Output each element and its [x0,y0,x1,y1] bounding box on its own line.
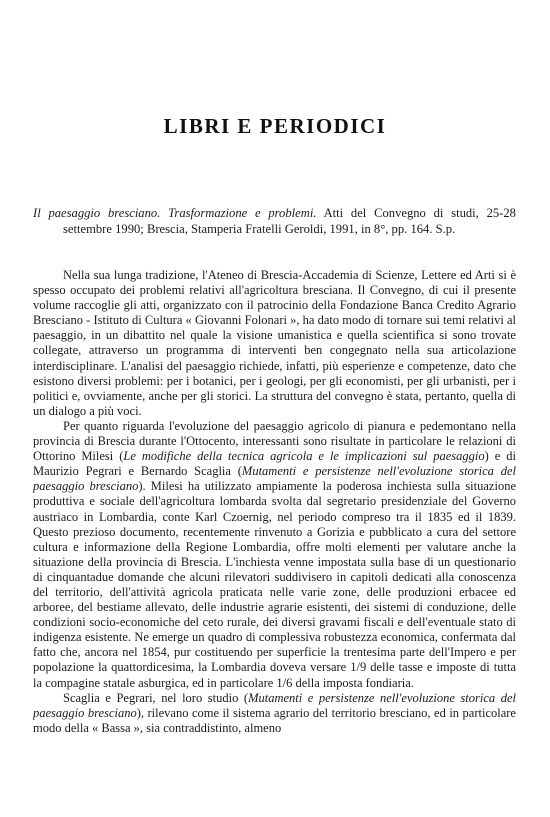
paragraph-1 [33,268,516,419]
book-title: Il paesaggio bresciano. Trasformazione e problemi. [33,206,317,220]
paragraph-2-text-c: ). Milesi ha utilizzato ampiamente la poderosa inchiesta sulla situazione produttiva e sociale dell'agricoltura lombarda svolta dal segretario presidenziale del Governo austriaco in Lombardia, conte Karl Czoernig, nel periodo compreso tra il 1835 ed il 1839. Questo prezioso documento, recentemente rinvenuto a Gorizia e pubblicato a cura del settore cultura e informazione della Regione Lombardia, offre molti elementi per valutare anche la situazione della provincia di Brescia. L'inchiesta venne impostata sulla base di un questionario di cinquantadue domande che alcuni rilevatori suddivisero in capitoli dedicati alla conoscenza del territorio, dell'attività agricola praticata nelle varie zone, delle produzioni erbacee ed arboree, del bestiame allevato, delle industrie agrarie esistenti, dei sistemi di conduzione, delle condizioni socio-economiche del ceto rurale, dei diversi gravami fiscali e dell'eventuale stato di indigenza esistente. Ne emerge un quadro di complessiva robustezza economica, confermata dal fatto che, ancora nel 1854, pur costituendo per superficie la trentesima parte dell'Impero e per popolazione la quattordicesima, la Lombardia doveva versare 1/9 delle tasse e imposte di tutta la compagine statale asburgica, ed in particolare 1/6 della imposta fondiaria. [33,479,516,690]
paragraph-2 [33,419,516,691]
book-publication-details: Atti del Convegno di studi, 25-28 settembre 1990; Brescia, Stamperia Fratelli Geroldi, 1991, in 8°, pp. 164. S.p. [63,206,516,236]
paragraph-1-text: Nella sua lunga tradizione, l'Ateneo di Brescia-Accademia di Scienze, Lettere ed Arti si è spesso occupato dei problemi relativi all'agricoltura bresciana. Il Convegno, di cui il presente volume raccoglie gli atti, organizzato con il patrocinio della Fondazione Banca Credito Agrario Bresciano - Istituto di Cultura « Giovanni Folonari », ha dato modo di tornare sui temi relativi al paesaggio, in un dibattito nel quale la visione umanistica e quella scientifica si sono trovate collegate, attraverso un programma di interventi ben congegnato nella sua articolazione interdisciplinare. L'analisi del paesaggio richiede, infatti, più esperienze e competenze, dato che esistono diversi problemi: per i botanici, per i geologi, per gli economisti, per gli urbanisti, per i politici e, ovviamente, anche per gli storici. La struttura del convegno è stata, pertanto, quella di un dialogo a più voci. [33,268,516,418]
paragraph-2-text-b: ) e di Maurizio Pegrari e Bernardo Scaglia ( [33,449,516,479]
paragraph-3-text-a: Scaglia e Pegrari, nel loro studio ( [63,690,249,705]
paragraph-3 [33,691,516,736]
paragraph-2-title-milesi: Le modifiche della tecnica agricola e le implicazioni sul paesaggio [123,449,485,464]
paragraph-3-title: Mutamenti e persistenze nell'evoluzione storica del paesaggio bresciano [33,690,516,720]
review-body [33,268,516,736]
book-citation [33,206,516,237]
section-heading: LIBRI E PERIODICI [163,114,387,138]
paragraph-2-text-a: Per quanto riguarda l'evoluzione del paesaggio agricolo di pianura e pedemontano nella provincia di Brescia durante l'Ottocento, interessanti sono risultate in particolare le relazioni di Ottorino Milesi ( [33,418,516,464]
paragraph-2-title-pegrari-scaglia: Mutamenti e persistenze nell'evoluzione storica del paesaggio bresciano [33,464,516,494]
paragraph-3-text-b: ), rilevano come il sistema agrario del territorio bresciano, ed in particolare modo della « Bassa », sia contraddistinto, almeno [33,705,516,735]
